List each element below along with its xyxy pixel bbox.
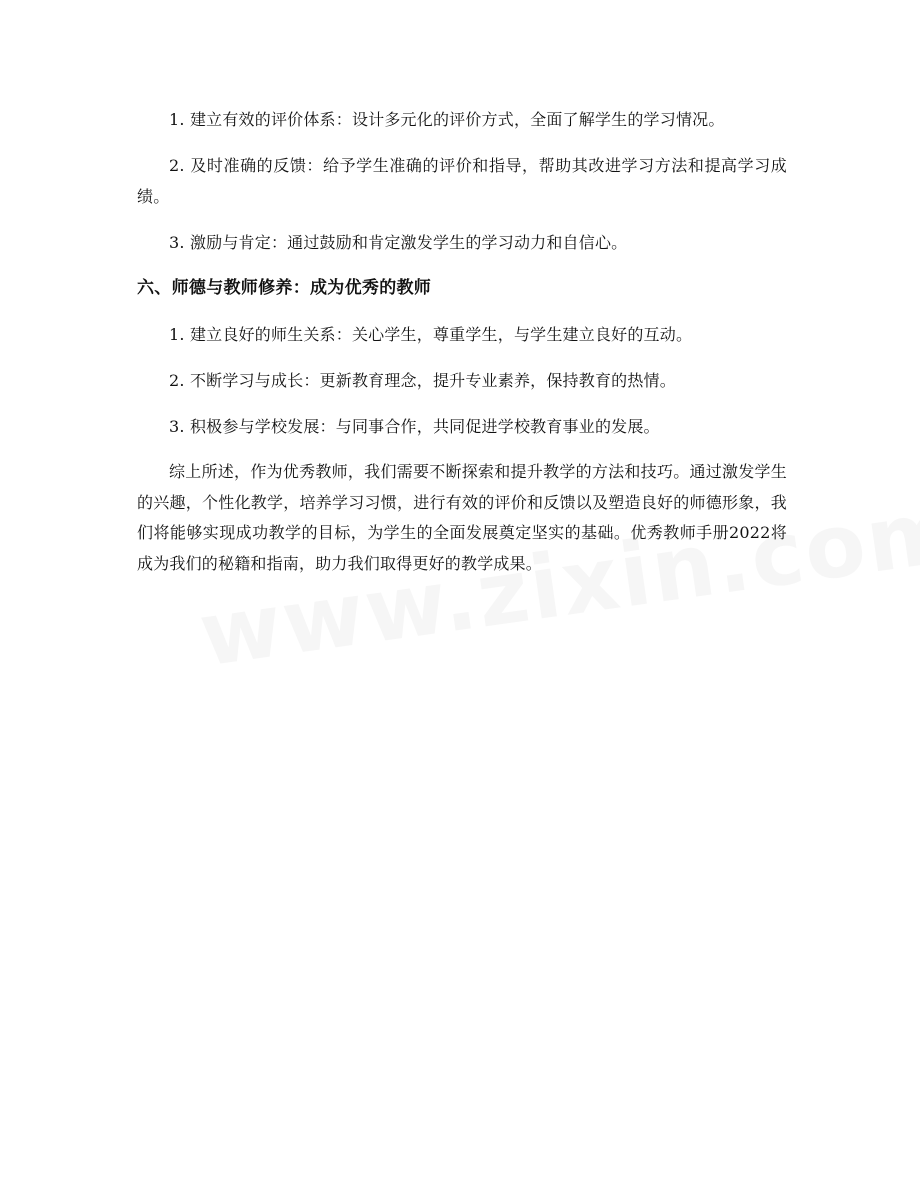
- section6-item-3: 3. 积极参与学校发展：与同事合作，共同促进学校教育事业的发展。: [169, 417, 660, 436]
- section5-item-3: 3. 激励与肯定：通过鼓励和肯定激发学生的学习动力和自信心。: [169, 233, 628, 252]
- section6-item-2: 2. 不断学习与成长：更新教育理念，提升专业素养，保持教育的热情。: [169, 371, 676, 390]
- section6-item-1: 1. 建立良好的师生关系：关心学生，尊重学生，与学生建立良好的互动。: [169, 325, 693, 344]
- section6-heading: 六、师德与教师修养：成为优秀的教师: [137, 278, 432, 298]
- document-body: [137, 104, 787, 594]
- section5-item-2: 2. 及时准确的反馈：给予学生准确的评价和指导，帮助其改进学习方法和提高学习成绩。: [137, 156, 787, 206]
- summary-paragraph: 综上所述，作为优秀教师，我们需要不断探索和提升教学的方法和技巧。通过激发学生的兴趣，个性化教学，培养学习习惯，进行有效的评价和反馈以及塑造良好的师德形象，我们将能够实现成功教学的目标，为学生的全面发展奠定坚实的基础。优秀教师手册2022将成为我们的秘籍和指南，助力我们取得更好的教学成果。: [137, 462, 787, 573]
- section5-item-1: 1. 建立有效的评价体系：设计多元化的评价方式，全面了解学生的学习情况。: [169, 110, 725, 129]
